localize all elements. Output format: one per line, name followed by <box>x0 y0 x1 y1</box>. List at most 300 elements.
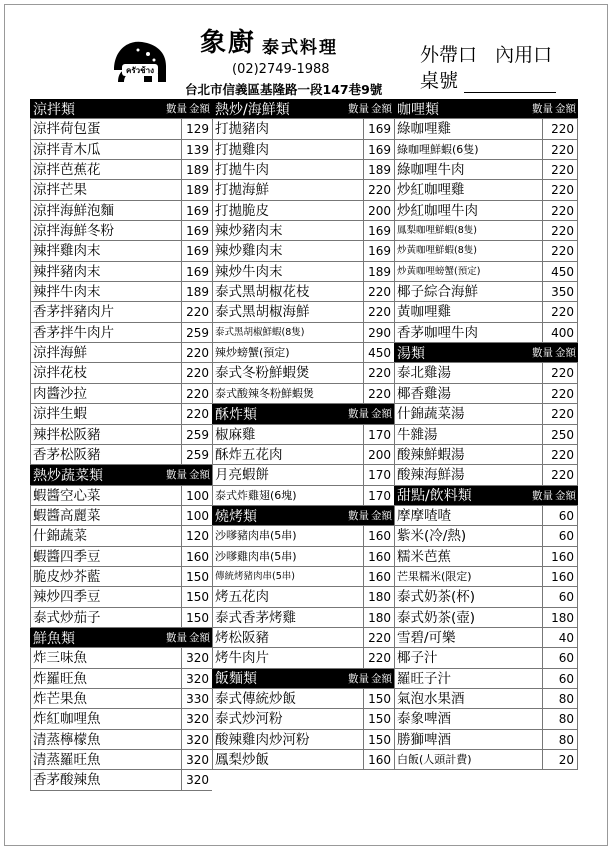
menu-item-row <box>30 425 212 445</box>
menu-item-price: 259 <box>181 425 212 444</box>
menu-item-name: 涼拌青木瓜 <box>30 140 181 159</box>
menu-item-row <box>394 730 578 750</box>
menu-item-price: 169 <box>363 119 394 138</box>
menu-item-row <box>30 709 212 729</box>
menu-item-name: 鳳梨咖哩鮮蝦(8隻) <box>394 221 542 240</box>
menu-item-price: 80 <box>542 730 577 749</box>
table-number-blank[interactable] <box>464 75 556 93</box>
menu-item-price: 450 <box>363 343 394 362</box>
menu-item-price: 220 <box>542 221 577 240</box>
menu-item-name: 辣炒牛肉末 <box>212 262 363 281</box>
menu-item-name: 氣泡水果酒 <box>394 689 542 708</box>
menu-item-price: 320 <box>181 709 212 728</box>
menu-column-1 <box>30 99 212 791</box>
menu-item-price: 160 <box>363 526 394 545</box>
menu-item-name: 打拋豬肉 <box>212 119 363 138</box>
menu-item-row <box>394 201 578 221</box>
menu-item-name: 香茅拌牛肉片 <box>30 323 181 342</box>
menu-header <box>0 0 612 100</box>
menu-item-row <box>212 608 394 628</box>
menu-item-price: 169 <box>181 262 212 281</box>
menu-item-row <box>212 140 394 160</box>
menu-item-name: 牛雜湯 <box>394 425 542 444</box>
menu-item-name: 紫米(冷/熱) <box>394 526 542 545</box>
menu-item-row <box>394 547 578 567</box>
menu-item-price: 220 <box>181 363 212 382</box>
menu-item-price: 160 <box>542 567 577 586</box>
menu-item-name: 椰子汁 <box>394 648 542 667</box>
restaurant-name: 象廚 <box>200 28 257 58</box>
menu-item-row <box>394 648 578 668</box>
menu-item-price: 150 <box>181 608 212 627</box>
section-title: 鮮魚類 <box>33 630 75 647</box>
quantity-header: 數量 <box>166 103 187 116</box>
menu-item-name: 芒果糯米(限定) <box>394 567 542 586</box>
menu-item-row <box>212 221 394 241</box>
menu-item-row <box>30 201 212 221</box>
menu-item-price: 220 <box>363 363 394 382</box>
menu-item-row <box>212 160 394 180</box>
menu-item-price: 80 <box>542 689 577 708</box>
menu-item-row <box>30 404 212 424</box>
menu-item-name: 泰式香茅烤雞 <box>212 608 363 627</box>
menu-item-price: 220 <box>181 343 212 362</box>
menu-item-row <box>30 750 212 770</box>
menu-column-3 <box>394 99 578 770</box>
menu-item-price: 220 <box>363 628 394 647</box>
menu-item-row <box>30 221 212 241</box>
menu-item-price: 100 <box>181 506 212 525</box>
menu-item-name: 泰北雞湯 <box>394 363 542 382</box>
menu-item-name: 泰式黑胡椒海鮮 <box>212 302 363 321</box>
menu-item-name: 炸芒果魚 <box>30 689 181 708</box>
price-header: 金額 <box>371 510 392 523</box>
menu-item-row <box>30 587 212 607</box>
menu-item-price: 180 <box>542 608 577 627</box>
menu-item-name: 椰香雞湯 <box>394 384 542 403</box>
menu-item-row <box>212 425 394 445</box>
menu-column-2 <box>212 99 394 770</box>
menu-item-row <box>212 567 394 587</box>
menu-item-price: 60 <box>542 669 577 688</box>
price-header: 金額 <box>555 489 576 502</box>
menu-item-name: 泰式黑胡椒鮮蝦(8隻) <box>212 323 363 342</box>
menu-item-price: 250 <box>542 425 577 444</box>
menu-item-price: 220 <box>363 648 394 667</box>
quantity-header: 數量 <box>532 103 553 116</box>
phone-number: (02)2749-1988 <box>232 62 330 77</box>
menu-item-price: 220 <box>542 160 577 179</box>
menu-item-price: 160 <box>363 750 394 769</box>
menu-item-price: 220 <box>542 363 577 382</box>
menu-item-name: 辣拌豬肉末 <box>30 262 181 281</box>
menu-item-row <box>394 160 578 180</box>
section-title: 咖哩類 <box>397 101 439 118</box>
menu-item-name: 烤牛肉片 <box>212 648 363 667</box>
menu-item-row <box>394 241 578 261</box>
menu-item-price: 150 <box>363 730 394 749</box>
quantity-header: 數量 <box>348 408 369 421</box>
menu-item-row <box>30 730 212 750</box>
quantity-header: 數量 <box>166 632 187 645</box>
menu-item-price: 169 <box>363 241 394 260</box>
quantity-header: 數量 <box>532 347 553 360</box>
menu-item-name: 傳統烤豬肉串(5串) <box>212 567 363 586</box>
menu-item-name: 烤松阪豬 <box>212 628 363 647</box>
menu-item-name: 泰式炒茄子 <box>30 608 181 627</box>
menu-item-row <box>212 730 394 750</box>
menu-item-row <box>30 282 212 302</box>
menu-item-price: 169 <box>363 140 394 159</box>
menu-item-price: 150 <box>363 689 394 708</box>
menu-item-row <box>30 363 212 383</box>
menu-item-row <box>30 547 212 567</box>
menu-item-row <box>394 323 578 343</box>
menu-item-price: 139 <box>181 140 212 159</box>
menu-item-row <box>30 119 212 139</box>
menu-item-row <box>30 180 212 200</box>
section-header <box>30 99 212 119</box>
menu-item-row <box>30 323 212 343</box>
menu-item-row <box>30 770 212 790</box>
menu-item-name: 綠咖哩鮮蝦(6隻) <box>394 140 542 159</box>
section-title: 甜點/飲料類 <box>397 488 472 505</box>
address: 台北市信義區基隆路一段147巷9號 <box>185 82 383 97</box>
menu-item-name: 香茅松阪豬 <box>30 445 181 464</box>
menu-item-name: 月亮蝦餅 <box>212 465 363 484</box>
menu-item-price: 220 <box>542 465 577 484</box>
quantity-header: 數量 <box>348 510 369 523</box>
menu-item-row <box>212 119 394 139</box>
menu-item-name: 肉醬沙拉 <box>30 384 181 403</box>
menu-item-price: 189 <box>181 282 212 301</box>
menu-item-price: 220 <box>363 282 394 301</box>
menu-item-row <box>212 262 394 282</box>
menu-item-row <box>212 648 394 668</box>
menu-item-price: 169 <box>181 221 212 240</box>
menu-item-price: 220 <box>542 445 577 464</box>
menu-item-price: 220 <box>363 384 394 403</box>
menu-item-name: 炒紅咖哩雞 <box>394 180 542 199</box>
menu-item-price: 400 <box>542 323 577 342</box>
menu-item-row <box>30 669 212 689</box>
price-header: 金額 <box>555 347 576 360</box>
menu-item-row <box>394 628 578 648</box>
menu-item-price: 189 <box>181 180 212 199</box>
menu-item-row <box>394 302 578 322</box>
menu-item-row <box>30 302 212 322</box>
menu-item-price: 160 <box>181 547 212 566</box>
menu-item-row <box>394 363 578 383</box>
menu-item-price: 150 <box>181 567 212 586</box>
menu-item-row <box>394 709 578 729</box>
menu-item-row <box>394 526 578 546</box>
menu-item-price: 450 <box>542 262 577 281</box>
menu-item-name: 白飯(人頭計費) <box>394 750 542 769</box>
menu-item-name: 鳳梨炒飯 <box>212 750 363 769</box>
table-number-field[interactable] <box>420 66 556 93</box>
takeout-checkbox[interactable]: 外帶口 <box>420 44 478 66</box>
menu-item-row <box>212 343 394 363</box>
section-header <box>394 99 578 119</box>
menu-item-price: 189 <box>181 160 212 179</box>
menu-item-name: 泰式奶茶(壺) <box>394 608 542 627</box>
menu-item-row <box>30 648 212 668</box>
menu-item-name: 糯米芭蕉 <box>394 547 542 566</box>
menu-item-row <box>30 486 212 506</box>
menu-item-price: 259 <box>181 323 212 342</box>
menu-item-price: 220 <box>542 384 577 403</box>
menu-item-name: 烤五花肉 <box>212 587 363 606</box>
menu-item-row <box>394 669 578 689</box>
table-number-label: 桌號 <box>420 70 459 92</box>
menu-item-row <box>394 465 578 485</box>
menu-item-name: 涼拌生蝦 <box>30 404 181 423</box>
menu-item-name: 打拋牛肉 <box>212 160 363 179</box>
menu-item-price: 169 <box>363 221 394 240</box>
menu-item-name: 黃咖哩雞 <box>394 302 542 321</box>
price-header: 金額 <box>189 469 210 482</box>
menu-item-name: 什錦蔬菜 <box>30 526 181 545</box>
price-header: 金額 <box>371 103 392 116</box>
menu-item-row <box>212 241 394 261</box>
menu-item-name: 清蒸檸檬魚 <box>30 730 181 749</box>
menu-item-name: 泰象啤酒 <box>394 709 542 728</box>
menu-item-row <box>394 506 578 526</box>
menu-item-name: 泰式炸雞翅(6塊) <box>212 486 363 505</box>
menu-item-price: 40 <box>542 628 577 647</box>
menu-item-price: 169 <box>181 201 212 220</box>
menu-item-price: 220 <box>181 302 212 321</box>
menu-item-name: 辣炒豬肉末 <box>212 221 363 240</box>
menu-item-name: 炸紅咖哩魚 <box>30 709 181 728</box>
section-title: 熱炒/海鮮類 <box>215 101 290 118</box>
menu-item-price: 220 <box>542 201 577 220</box>
menu-item-name: 炒紅咖哩牛肉 <box>394 201 542 220</box>
menu-item-row <box>30 343 212 363</box>
menu-item-row <box>30 384 212 404</box>
menu-item-price: 180 <box>363 608 394 627</box>
menu-item-name: 辣炒四季豆 <box>30 587 181 606</box>
menu-item-row <box>394 384 578 404</box>
menu-item-price: 220 <box>181 404 212 423</box>
menu-item-name: 綠咖哩雞 <box>394 119 542 138</box>
menu-item-row <box>394 404 578 424</box>
menu-item-name: 蝦醬四季豆 <box>30 547 181 566</box>
menu-item-name: 涼拌海鮮冬粉 <box>30 221 181 240</box>
menu-item-name: 沙嗲雞肉串(5串) <box>212 547 363 566</box>
menu-item-row <box>30 160 212 180</box>
menu-item-price: 220 <box>363 180 394 199</box>
menu-item-row <box>212 547 394 567</box>
section-title: 湯類 <box>397 345 425 362</box>
menu-item-row <box>212 201 394 221</box>
menu-item-price: 220 <box>542 404 577 423</box>
price-header: 金額 <box>189 632 210 645</box>
menu-item-price: 220 <box>542 180 577 199</box>
menu-item-name: 綠咖哩牛肉 <box>394 160 542 179</box>
menu-item-row <box>30 608 212 628</box>
menu-item-row <box>394 140 578 160</box>
menu-item-price: 170 <box>363 486 394 505</box>
menu-item-row <box>212 363 394 383</box>
menu-item-name: 炸三味魚 <box>30 648 181 667</box>
menu-item-row <box>212 445 394 465</box>
menu-item-price: 220 <box>363 302 394 321</box>
menu-item-name: 椒麻雞 <box>212 425 363 444</box>
menu-item-name: 泰式炒河粉 <box>212 709 363 728</box>
menu-item-name: 泰式酸辣冬粉鮮蝦煲 <box>212 384 363 403</box>
menu-item-row <box>394 445 578 465</box>
menu-item-price: 129 <box>181 119 212 138</box>
menu-item-price: 200 <box>363 445 394 464</box>
menu-item-price: 189 <box>363 160 394 179</box>
menu-item-row <box>212 689 394 709</box>
menu-item-row <box>394 262 578 282</box>
menu-item-name: 香茅咖哩牛肉 <box>394 323 542 342</box>
menu-item-row <box>212 750 394 770</box>
menu-item-price: 169 <box>181 241 212 260</box>
menu-item-price: 220 <box>542 119 577 138</box>
price-header: 金額 <box>371 408 392 421</box>
menu-item-price: 150 <box>363 709 394 728</box>
price-header: 金額 <box>371 672 392 685</box>
menu-item-row <box>394 750 578 770</box>
menu-item-price: 170 <box>363 465 394 484</box>
order-type-options <box>420 40 564 67</box>
menu-item-price: 60 <box>542 506 577 525</box>
menu-item-price: 320 <box>181 669 212 688</box>
section-title: 酥炸類 <box>215 406 257 423</box>
quantity-header: 數量 <box>166 469 187 482</box>
menu-item-row <box>212 628 394 648</box>
menu-item-name: 辣拌牛肉末 <box>30 282 181 301</box>
menu-item-price: 350 <box>542 282 577 301</box>
menu-item-row <box>212 709 394 729</box>
svg-text:ครัวช้าง: ครัวช้าง <box>126 66 154 75</box>
menu-item-price: 120 <box>181 526 212 545</box>
menu-item-price: 220 <box>542 241 577 260</box>
menu-item-row <box>30 262 212 282</box>
menu-item-row <box>30 140 212 160</box>
menu-item-price: 330 <box>181 689 212 708</box>
section-title: 飯麵類 <box>215 671 257 688</box>
menu-item-row <box>394 119 578 139</box>
menu-item-name: 涼拌芒果 <box>30 180 181 199</box>
menu-item-name: 酸辣鮮蝦湯 <box>394 445 542 464</box>
menu-item-row <box>30 506 212 526</box>
menu-item-price: 220 <box>542 140 577 159</box>
menu-item-name: 炒黃咖哩鮮蝦(8隻) <box>394 241 542 260</box>
menu-item-row <box>394 180 578 200</box>
quantity-header: 數量 <box>348 103 369 116</box>
menu-item-name: 涼拌荷包蛋 <box>30 119 181 138</box>
menu-item-row <box>30 241 212 261</box>
menu-item-name: 香茅拌豬肉片 <box>30 302 181 321</box>
menu-item-row <box>394 587 578 607</box>
menu-item-name: 摩摩喳喳 <box>394 506 542 525</box>
quantity-header: 數量 <box>532 489 553 502</box>
menu-item-name: 泰式黑胡椒花枝 <box>212 282 363 301</box>
menu-item-name: 打拋海鮮 <box>212 180 363 199</box>
menu-item-price: 259 <box>181 445 212 464</box>
menu-item-price: 180 <box>363 587 394 606</box>
menu-item-price: 320 <box>181 750 212 769</box>
menu-item-name: 酸辣雞肉炒河粉 <box>212 730 363 749</box>
menu-item-row <box>30 567 212 587</box>
menu-item-name: 羅旺子汁 <box>394 669 542 688</box>
menu-item-row <box>212 587 394 607</box>
menu-item-row <box>394 689 578 709</box>
menu-item-price: 189 <box>363 262 394 281</box>
menu-item-price: 80 <box>542 709 577 728</box>
menu-item-name: 雪碧/可樂 <box>394 628 542 647</box>
menu-item-row <box>30 445 212 465</box>
menu-item-row <box>212 282 394 302</box>
menu-item-price: 160 <box>363 547 394 566</box>
menu-item-price: 170 <box>363 425 394 444</box>
dine-in-checkbox[interactable]: 內用口 <box>495 44 553 66</box>
menu-item-name: 清蒸羅旺魚 <box>30 750 181 769</box>
menu-item-row <box>212 180 394 200</box>
elephant-logo <box>108 30 172 94</box>
price-header: 金額 <box>555 103 576 116</box>
menu-item-name: 香茅酸辣魚 <box>30 770 181 789</box>
menu-item-name: 蝦醬高麗菜 <box>30 506 181 525</box>
menu-item-row <box>394 425 578 445</box>
menu-item-name: 什錦蔬菜湯 <box>394 404 542 423</box>
section-header <box>212 506 394 526</box>
section-header <box>394 343 578 363</box>
menu-item-name: 辣拌雞肉末 <box>30 241 181 260</box>
menu-item-name: 勝獅啤酒 <box>394 730 542 749</box>
section-header <box>212 99 394 119</box>
menu-item-row <box>212 526 394 546</box>
menu-item-row <box>394 567 578 587</box>
menu-item-name: 泰式奶茶(杯) <box>394 587 542 606</box>
section-header <box>30 465 212 485</box>
section-header <box>394 486 578 506</box>
price-header: 金額 <box>189 103 210 116</box>
menu-item-name: 脆皮炒芥藍 <box>30 567 181 586</box>
menu-item-row <box>212 302 394 322</box>
section-title: 燒烤類 <box>215 508 257 525</box>
menu-item-price: 200 <box>363 201 394 220</box>
menu-item-price: 20 <box>542 750 577 769</box>
menu-item-price: 60 <box>542 587 577 606</box>
menu-item-row <box>212 465 394 485</box>
menu-item-row <box>394 221 578 241</box>
section-header <box>212 404 394 424</box>
menu-item-name: 辣炒螃蟹(預定) <box>212 343 363 362</box>
section-header <box>212 669 394 689</box>
menu-item-price: 160 <box>363 567 394 586</box>
menu-item-name: 涼拌花枝 <box>30 363 181 382</box>
menu-item-price: 160 <box>542 547 577 566</box>
menu-item-row <box>30 689 212 709</box>
quantity-header: 數量 <box>348 672 369 685</box>
menu-item-price: 100 <box>181 486 212 505</box>
menu-item-row <box>30 526 212 546</box>
menu-item-price: 320 <box>181 648 212 667</box>
menu-item-name: 辣拌松阪豬 <box>30 425 181 444</box>
menu-item-price: 60 <box>542 526 577 545</box>
section-title: 涼拌類 <box>33 101 75 118</box>
section-title: 熱炒蔬菜類 <box>33 467 103 484</box>
menu-item-price: 290 <box>363 323 394 342</box>
menu-item-price: 220 <box>542 302 577 321</box>
menu-item-name: 炸羅旺魚 <box>30 669 181 688</box>
